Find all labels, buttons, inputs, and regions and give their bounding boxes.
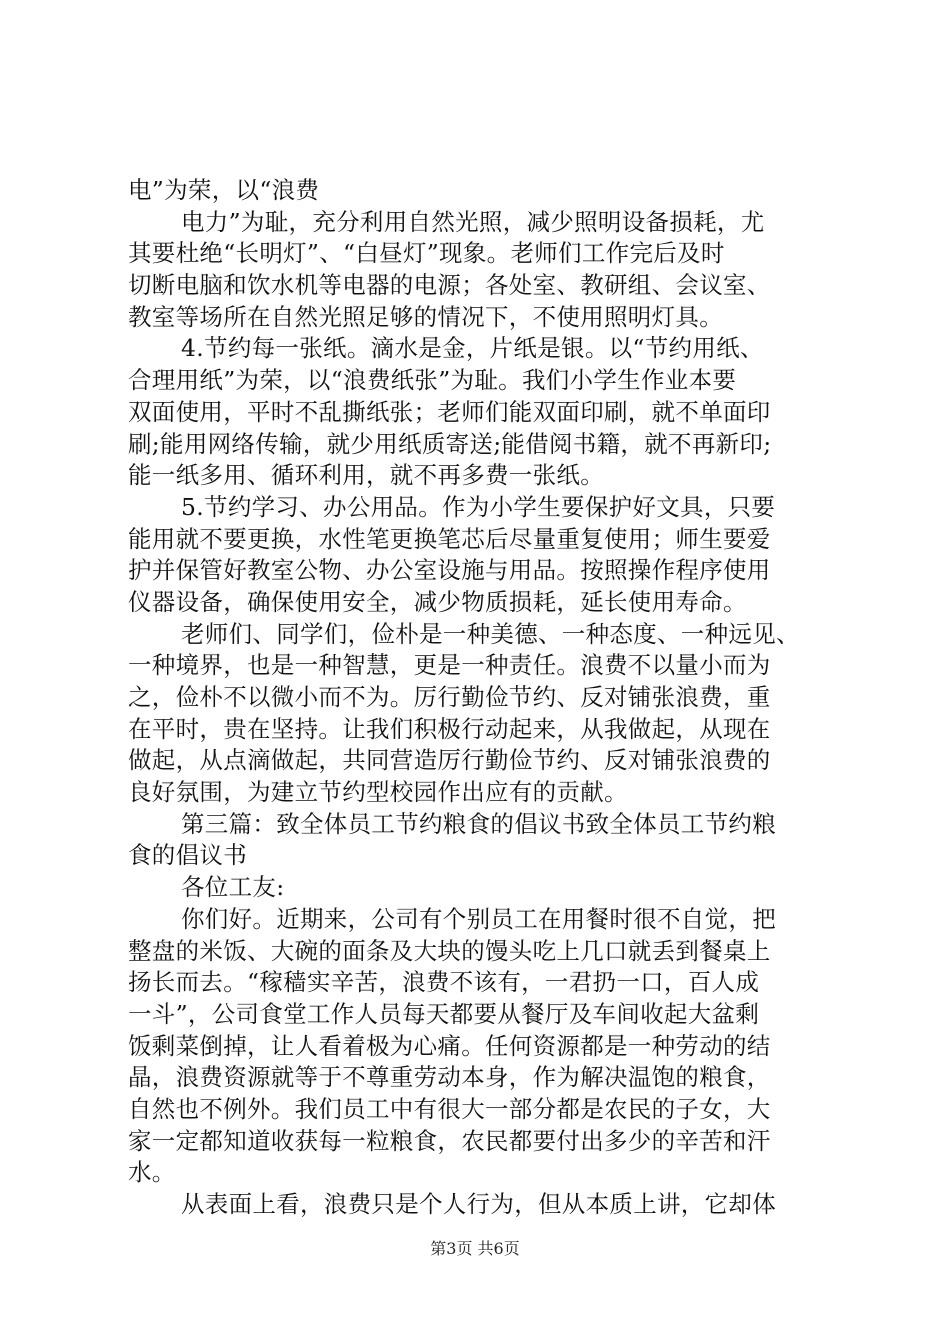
text-line: 在平时，贵在坚持。让我们积极行动起来，从我做起，从现在 xyxy=(128,714,771,743)
text-line: 能一纸多用、循环利用，就不再多费一张纸。 xyxy=(128,461,604,490)
section-heading: 第三篇：致全体员工节约粮食的倡议书致全体员工节约粮 xyxy=(181,809,776,838)
text-line: 一种境界，也是一种智慧，更是一种责任。浪费不以量小而为 xyxy=(128,651,771,680)
text-line: 电力”为耻，充分利用自然光照，减少照明设备损耗，尤 xyxy=(181,207,765,236)
section-heading: 食的倡议书 xyxy=(128,841,247,870)
text-line: 合理用纸”为荣，以“浪费纸张”为耻。我们小学生作业本要 xyxy=(128,366,737,395)
text-line: 切断电脑和饮水机等电器的电源；各处室、教研组、会议室、 xyxy=(128,271,771,300)
text-line: 家一定都知道收获每一粒粮食，农民都要付出多少的辛苦和汗 xyxy=(128,1126,771,1155)
text-line: 之，俭朴不以微小而不为。厉行勤俭节约、反对铺张浪费，重 xyxy=(128,683,771,711)
text-line: 5.节约学习、办公用品。作为小学生要保护好文具，只要 xyxy=(181,492,776,521)
page-number: 第3页 共6页 xyxy=(430,1239,520,1258)
text-line: 老师们、同学们，俭朴是一种美德、一种态度、一种远见、 xyxy=(181,619,800,648)
text-line: 电”为荣，以“浪费 xyxy=(128,176,320,204)
text-line: 从表面上看，浪费只是个人行为，但从本质上讲，它却体 xyxy=(181,1190,776,1218)
text-line: 双面使用，平时不乱撕纸张；老师们能双面印刷，就不单面印 xyxy=(128,397,771,426)
text-line: 刷;能用网络传输，就少用纸质寄送;能借阅书籍，就不再新印; xyxy=(128,429,772,458)
text-line: 整盘的米饭、大碗的面条及大块的馒头吃上几口就丢到餐桌上 xyxy=(128,936,771,965)
text-line: 你们好。近期来，公司有个别员工在用餐时很不自觉，把 xyxy=(181,904,776,933)
text-line: 教室等场所在自然光照足够的情况下，不使用照明灯具。 xyxy=(128,302,723,331)
text-line: 护并保管好教室公物、办公室设施与用品。按照操作程序使用 xyxy=(128,556,771,585)
text-line: 其要杜绝“长明灯”、“白昼灯”现象。老师们工作完后及时 xyxy=(128,239,725,268)
text-line: 饭剩菜倒掉，让人看着极为心痛。任何资源都是一种劳动的结 xyxy=(128,1031,771,1060)
text-line: 扬长而去。“稼穑实辛苦，浪费不该有，一君扔一口，百人成 xyxy=(128,968,760,997)
page-footer xyxy=(0,1239,950,1259)
text-line: 仪器设备，确保使用安全，减少物质损耗，延长使用寿命。 xyxy=(128,587,747,616)
text-line: 水。 xyxy=(128,1158,176,1187)
text-line: 良好氛围，为建立节约型校园作出应有的贡献。 xyxy=(128,778,628,807)
text-line: 一斗”，公司食堂工作人员每天都要从餐厅及车间收起大盆剩 xyxy=(128,999,760,1028)
document-body xyxy=(128,175,828,1221)
salutation: 各位工友: xyxy=(181,873,285,902)
text-line: 晶，浪费资源就等于不尊重劳动本身，作为解决温饱的粮食， xyxy=(128,1063,771,1092)
text-line: 4.节约每一张纸。滴水是金，片纸是银。以“节约用纸、 xyxy=(181,334,764,363)
text-line: 自然也不例外。我们员工中有很大一部分都是农民的子女，大 xyxy=(128,1094,771,1123)
text-line: 做起，从点滴做起，共同营造厉行勤俭节约、反对铺张浪费的 xyxy=(128,746,771,775)
text-line: 能用就不要更换，水性笔更换笔芯后尽量重复使用；师生要爱 xyxy=(128,524,771,553)
